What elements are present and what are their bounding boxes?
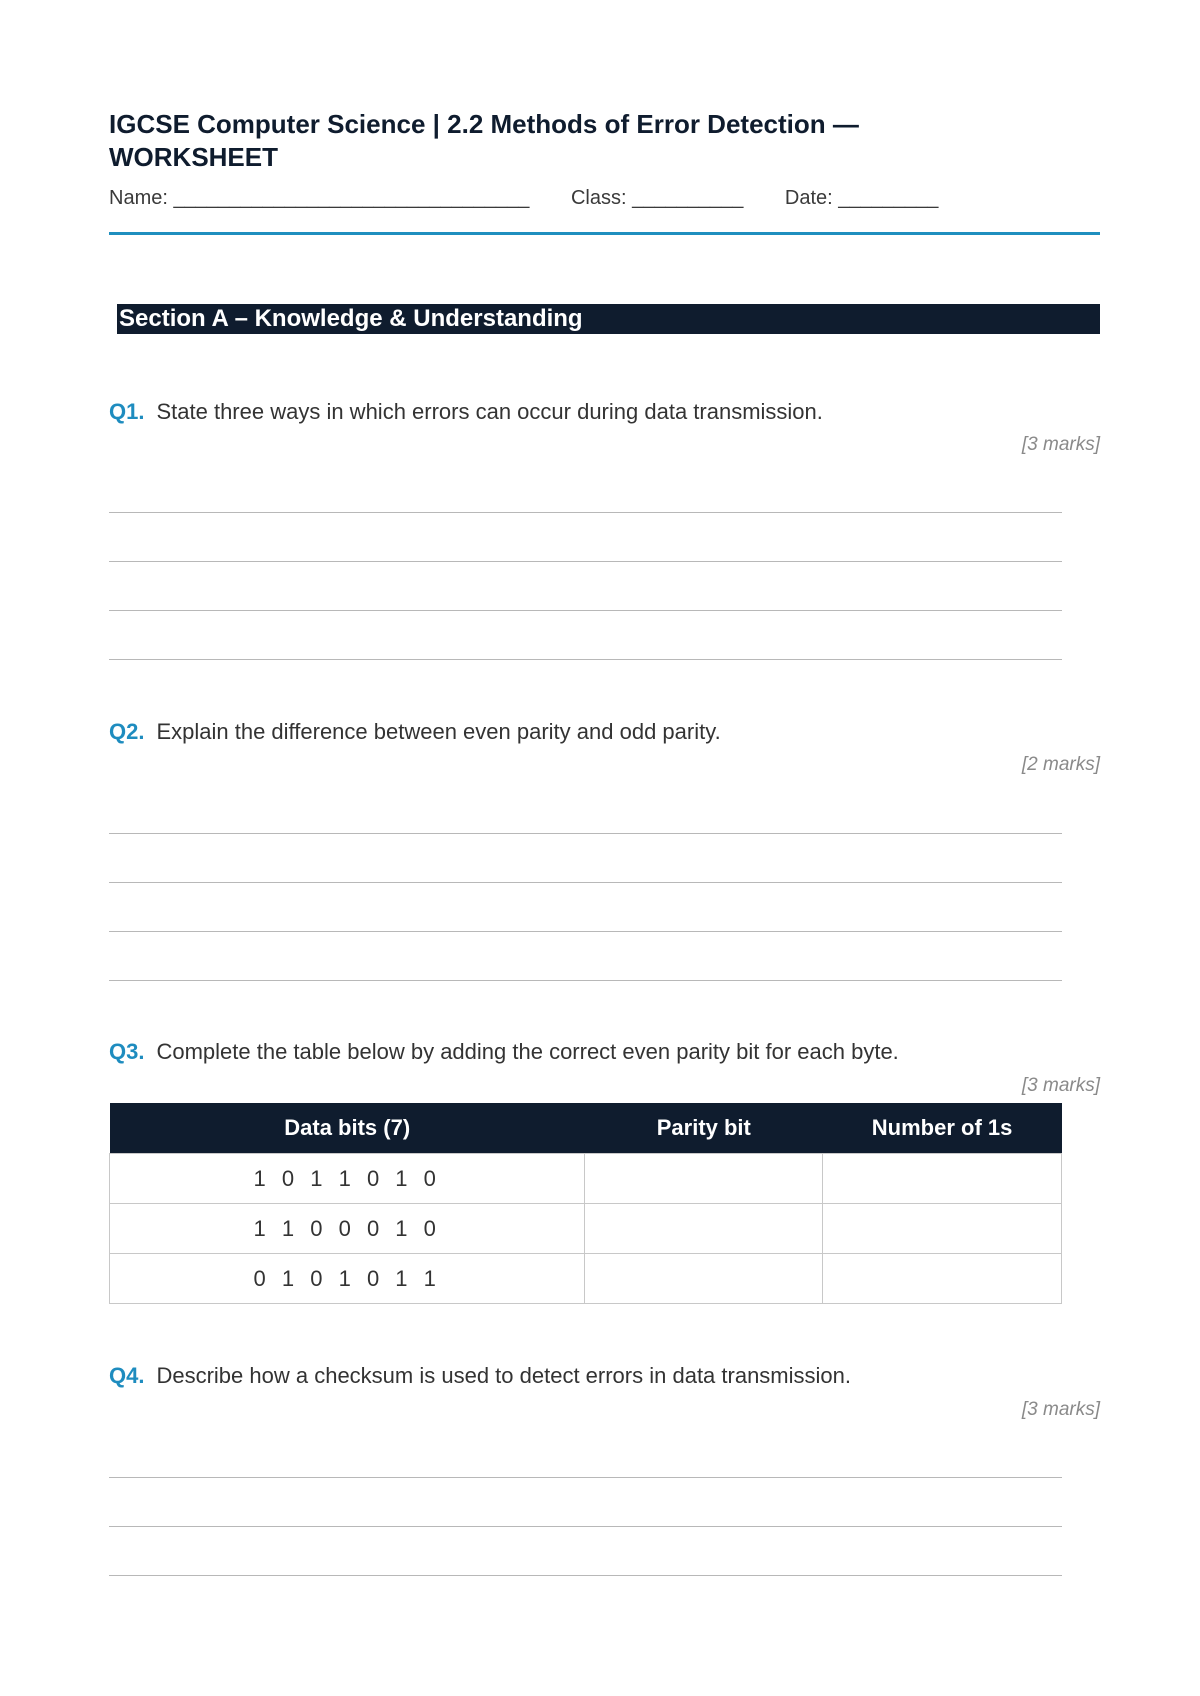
table-row [110,1254,1062,1304]
answer-line[interactable] [109,931,1062,932]
table-row [110,1204,1062,1254]
class-field[interactable]: Class: __________ [570,187,744,209]
answer-line[interactable] [109,882,1062,883]
date-field[interactable]: Date: _________ [784,187,939,209]
marks-label: [3 marks] [1021,1399,1100,1420]
answer-line[interactable] [109,610,1062,611]
column-header: Number of 1s [823,1103,1062,1154]
ones-count-cell[interactable] [823,1154,1062,1204]
data-bits-cell: 1 0 1 1 0 1 0 [110,1154,585,1204]
question-text: Describe how a checksum is used to detect errors in data transmission. [156,1363,851,1388]
answer-line[interactable] [109,659,1062,660]
question-number: Q4. [109,1363,145,1388]
question-2 [109,718,721,746]
question-4 [109,1362,851,1390]
table-header-row [110,1103,1062,1154]
parity-bit-cell[interactable] [585,1204,823,1254]
answer-line[interactable] [109,833,1062,834]
marks-label: [3 marks] [1021,1075,1100,1096]
data-bits-cell: 0 1 0 1 0 1 1 [110,1254,585,1304]
table-row [110,1154,1062,1204]
question-number: Q2. [109,719,145,744]
ones-count-cell[interactable] [823,1254,1062,1304]
parity-bit-cell[interactable] [585,1254,823,1304]
header-divider [109,232,1100,235]
marks-label: [2 marks] [1021,754,1100,775]
answer-line[interactable] [109,1477,1062,1478]
column-header: Parity bit [585,1103,823,1154]
question-3 [109,1038,899,1066]
worksheet-title: IGCSE Computer Science | 2.2 Methods of Error Detection — WORKSHEET [109,109,859,172]
data-bits-cell: 1 1 0 0 0 1 0 [110,1204,585,1254]
answer-line[interactable] [109,980,1062,981]
parity-table [109,1103,1062,1304]
question-text: Complete the table below by adding the correct even parity bit for each byte. [156,1039,899,1064]
question-text: Explain the difference between even parity and odd parity. [156,719,721,744]
answer-line[interactable] [109,1526,1062,1527]
parity-bit-cell[interactable] [585,1154,823,1204]
ones-count-cell[interactable] [823,1204,1062,1254]
answer-line[interactable] [109,561,1062,562]
section-a-heading [117,304,1100,334]
question-1 [109,398,823,426]
answer-line[interactable] [109,1575,1062,1576]
question-number: Q3. [109,1039,145,1064]
marks-label: [3 marks] [1021,434,1100,455]
question-text: State three ways in which errors can occur during data transmission. [156,399,823,424]
name-field[interactable]: Name: ________________________________ [109,187,530,209]
student-details [109,183,1109,213]
answer-line[interactable] [109,512,1062,513]
question-number: Q1. [109,399,145,424]
column-header: Data bits (7) [110,1103,585,1154]
section-a-title: Section A – Knowledge & Understanding [119,305,583,332]
